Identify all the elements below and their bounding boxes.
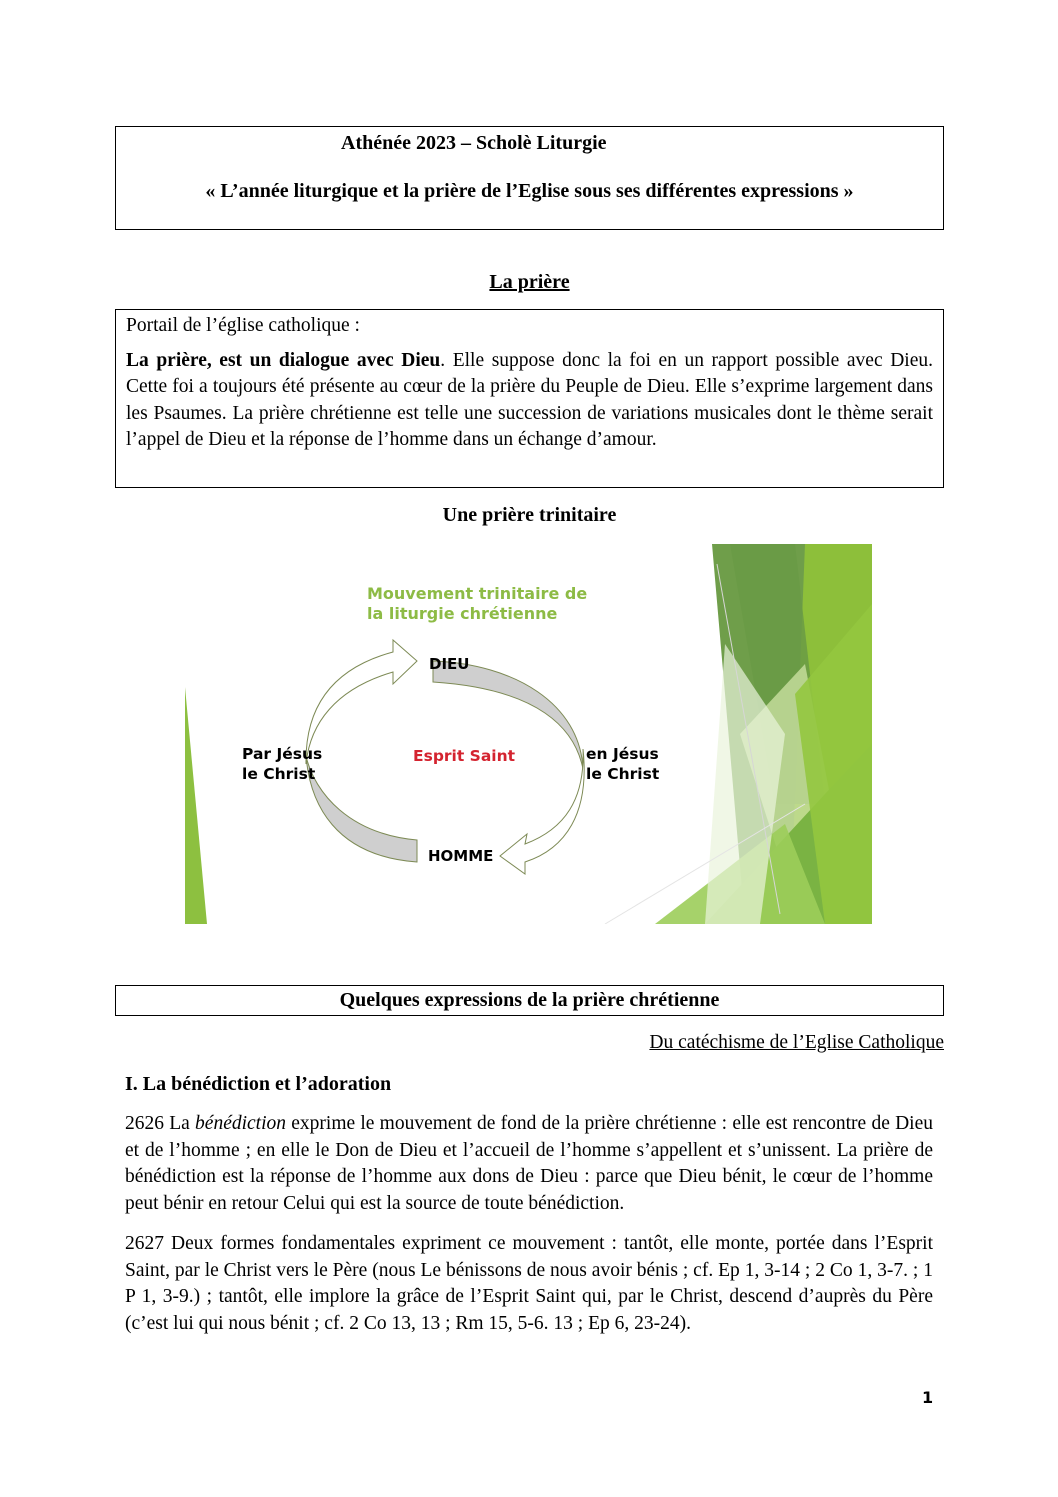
quote-bold-lead: La prière, est un dialogue avec Dieu [126,349,441,371]
diagram-label-right-2: le Christ [586,765,660,783]
decor-left-triangle [185,687,207,924]
diagram-label-left-1: Par Jésus [242,745,323,763]
p2626-italic: bénédiction [195,1113,287,1134]
p2626-lead: 2626 La [125,1113,196,1134]
expressions-heading: Quelques expressions de la prière chrétienne [339,989,720,1011]
paragraph-2626 [125,1111,933,1217]
diagram-title-line1: Mouvement trinitaire de [367,584,588,603]
document-title: Athénée 2023 – Scholè Liturgie [341,132,607,154]
catechism-source: Du catéchisme de l’Eglise Catholique [649,1032,944,1053]
expressions-heading-box [115,985,944,1016]
arrow-right-head [500,749,584,874]
diagram-label-dieu: DIEU [429,655,470,673]
paragraph-2627: 2627 Deux formes fondamentales expriment ce mouvement : tantôt, elle monte, portée dans l’Esprit Saint, par le Christ vers le Père (nous Le bénissons de nous avoir bénis ; cf. Ep 1, 3-14 ; 2 Co 1, 3-7. ; 1 P 1, 3-9.) ; tantôt, elle implore la grâce de l’Esprit Saint qui, par le Christ, descend d’auprès du Père (c’est lui qui nous bénit ; cf. 2 Co 13, 13 ; Rm 15, 5-6. 13 ; Ep 6, 23-24). [125,1233,933,1334]
subheading-benediction: I. La bénédiction et l’adoration [125,1073,392,1095]
diagram-title-line2: la liturgie chrétienne [367,604,558,623]
p2626-rest: exprime le mouvement de fond de la prière chrétienne : elle est rencontre de Dieu et de l’homme ; en elle le Don de Dieu et l’accueil de l’homme s’appellent et s’unissent. La prière de bénédiction est la réponse de l’homme aux dons de Dieu : parce que Dieu bénit, le cœur de l’homme peut bénir en retour Celui qui est la source de toute bénédiction. [125,1113,933,1214]
arrow-left-head [306,640,417,764]
quote-text: . Elle suppose donc la foi en un rapport possible avec Dieu. Cette foi a toujours été présente au cœur de la prière du Peuple de Dieu. Elle s’exprime largement dans les Psaumes. La prière chrétienne est telle une succession de variations musicales dont le thème serait l’appel de Dieu et la réponse de l’homme dans un échange d’amour. [126,349,933,450]
diagram-label-left-2: le Christ [242,765,316,783]
section-heading-priere: La prière [489,271,570,293]
document-subtitle: « L’année liturgique et la prière de l’Eglise sous ses différentes expressions » [205,180,854,202]
diagram-label-right-1: en Jésus [586,745,659,763]
trinitarian-diagram [185,544,872,924]
quote-box [115,309,944,488]
page-number: 1 [922,1388,934,1407]
diagram-label-homme: HOMME [428,847,494,865]
quote-body [126,348,933,454]
quote-source: Portail de l’église catholique : [126,315,360,336]
diagram-label-esprit-saint: Esprit Saint [413,747,516,765]
header-box [115,126,944,230]
section-heading-trinitaire: Une prière trinitaire [442,504,617,526]
arrow-left-band [306,756,417,862]
